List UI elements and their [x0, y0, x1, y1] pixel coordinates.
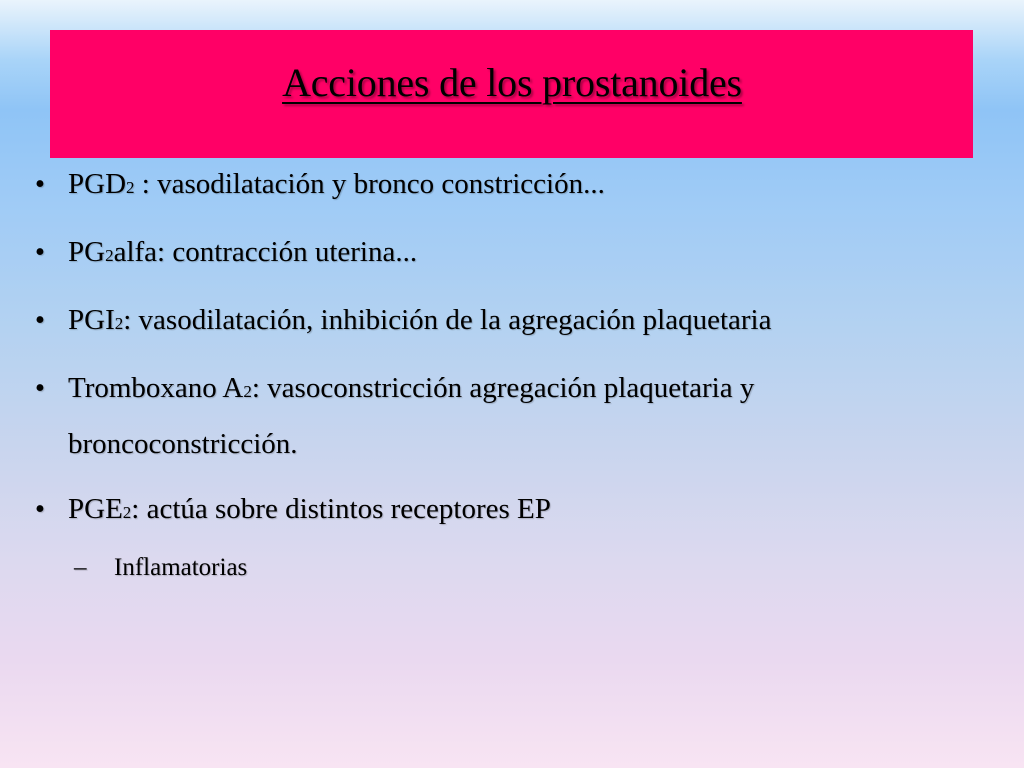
bullet-icon: •	[34, 236, 46, 268]
bullet-list	[30, 158, 930, 593]
subitem-inflamatorias: – Inflamatorias	[30, 543, 930, 593]
bullet-item-pg2alfa: • PG2alfa: contracción uterina...	[30, 226, 930, 282]
bullet-icon: •	[34, 372, 46, 404]
dash-icon: –	[74, 554, 87, 581]
bullet-icon: •	[34, 493, 46, 525]
bullet-item-pge2: • PGE2: actúa sobre distintos receptores EP	[30, 483, 930, 539]
bullet-icon: •	[34, 304, 46, 336]
slide-title: Acciones de los prostanoides	[282, 60, 742, 105]
bullet-icon: •	[34, 168, 46, 200]
bullet-item-pgd2: • PGD2 : vasodilatación y bronco constricción...	[30, 158, 930, 214]
bullet-item-tromboxano: • Tromboxano A2: vasoconstricción agregación plaquetaria y broncoconstricción.	[30, 362, 930, 471]
bullet-item-pgi2: • PGI2: vasodilatación, inhibición de la agregación plaquetaria	[30, 294, 930, 350]
